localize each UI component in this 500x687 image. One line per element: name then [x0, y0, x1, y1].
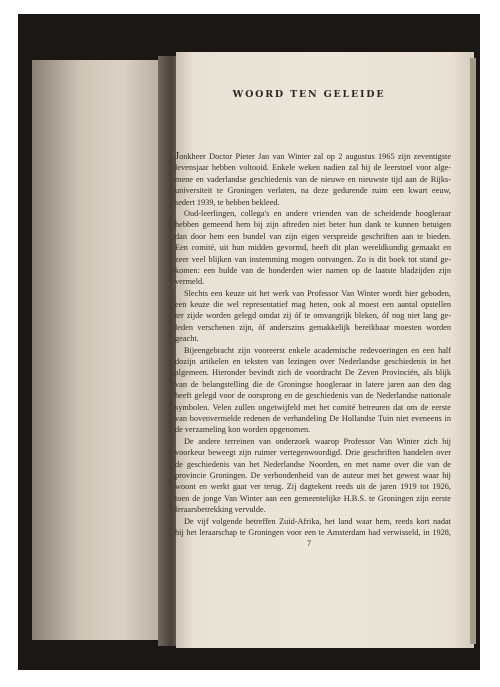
text-line: levensjaar hebben voltooid. Enkele weken nadien zal hij de leerstoel voor alge-: [175, 163, 451, 173]
text-line: dozijn artikelen en teksten van lezingen over Nederlandse geschiedenis in het: [175, 357, 451, 367]
text-line: vermeld.: [175, 277, 205, 287]
text-line: sedert 1939, te hebben bekleed.: [175, 197, 280, 207]
text-line: Oud-leerlingen, collega's en andere vrienden van de scheidende hoogleraar: [184, 208, 451, 218]
text-line: van bovenvermelde redenen de verhandeling De Hollandse Tuin niet eveneens in: [175, 413, 451, 423]
page-heading: WOORD TEN GELEIDE: [232, 89, 386, 100]
paragraph: [175, 516, 451, 539]
text-line: geacht.: [175, 334, 199, 344]
text-line: woont en werkt gaat ver terug. Zij dagtekent reeds uit de jaren 1919 tot 1926,: [175, 482, 451, 492]
text-line: ter zijde worden gelegd omdat zij óf te omvangrijk bleken, óf nog niet lang ge-: [175, 311, 451, 321]
text-line: universiteit te Groningen verlaten, na deze gedurende ruim een kwart eeuw,: [175, 186, 451, 196]
text-line: de verzameling kon worden opgenomen.: [175, 425, 311, 435]
text-line: dan door hem een bundel van zijn eigen verspreide geschriften aan te bieden.: [175, 231, 451, 241]
paragraph: [175, 288, 451, 345]
text-line: De andere terreinen van onderzoek waarop Professor Van Winter zich bij: [184, 436, 451, 446]
text-line: Slechts een keuze uit het werk van Professor Van Winter wordt hier geboden,: [184, 288, 451, 298]
text-line: Een comité, uit hun midden gevormd, heeft dit plan wereldkundig gemaakt en: [175, 243, 451, 253]
drop-cap: J: [175, 151, 180, 162]
page-number: 7: [306, 538, 312, 548]
text-line: hebben gemeend hem bij zijn aftreden niet beter hun dank te kunnen betuigen: [175, 220, 451, 230]
text-line: [175, 151, 451, 162]
text-line: heeft gelegd voor de oorsprong en de geschiedenis van de Nederlandse nationale: [175, 391, 451, 401]
text-line: algemeen. Hieronder bevindt zich de voordracht De Zeven Provinciën, als blijk: [175, 368, 451, 378]
page-edge: [470, 58, 476, 644]
body-text: [175, 151, 451, 538]
text-line: een keuze die wel representatief mag heten, ook al moest een aantal opstellen: [175, 300, 451, 310]
text-line: De vijf volgende betreffen Zuid-Afrika, het land waar hem, reeds kort nadat: [184, 516, 451, 526]
text-line: leraarsbetrekking vervulde.: [175, 505, 266, 515]
text-line-rest: onkheer Doctor Pieter Jan van Winter zal op 2 augustus 1965 zijn zeventigste: [179, 152, 451, 161]
left-page: [32, 60, 162, 640]
paragraph: [175, 345, 451, 436]
text-line: voorkeur beweegt zijn ruimer vertegenwoordigd. Drie geschriften handelen over: [175, 448, 451, 458]
paragraph: [175, 208, 451, 288]
paragraph: [175, 151, 451, 208]
text-line: de geschiedenis van het Nederlandse Noorden, en met name over die van de: [175, 459, 451, 469]
text-line: komen: een hulde van de honderden wier namen op de laatste bladzijden zijn: [175, 265, 451, 275]
text-line: Bijeengebracht zijn vooreerst enkele academische redevoeringen en een half: [184, 345, 451, 355]
text-line: provincie Groningen. De verbondenheid van de auteur met het gewest waar hij: [175, 470, 451, 480]
text-line: symbolen. Velen zullen ongetwijfeld met het comité betreuren dat om de eerste: [175, 402, 451, 412]
text-line: hij het leraarschap te Groningen voor een te Amsterdam had verwisseld, in 1928,: [175, 527, 451, 537]
text-line: toen de jonge Van Winter aan een gemeentelijke H.B.S. te Groningen zijn eerste: [175, 493, 451, 503]
text-line: mene en vaderlandse geschiedenis van de nieuwe en nieuwste tijd aan de Rijks-: [175, 174, 451, 184]
paragraph: [175, 436, 451, 516]
text-line: leden verschenen zijn, óf anderszins gemakkelijk bereikbaar moesten worden: [175, 322, 451, 332]
text-line: zeer veel blijken van instemming mogen ontvangen. Zo is dit boek tot stand ge-: [175, 254, 451, 264]
text-line: van de belangstelling die de Groningse hoogleraar in latere jaren aan den dag: [175, 379, 451, 389]
